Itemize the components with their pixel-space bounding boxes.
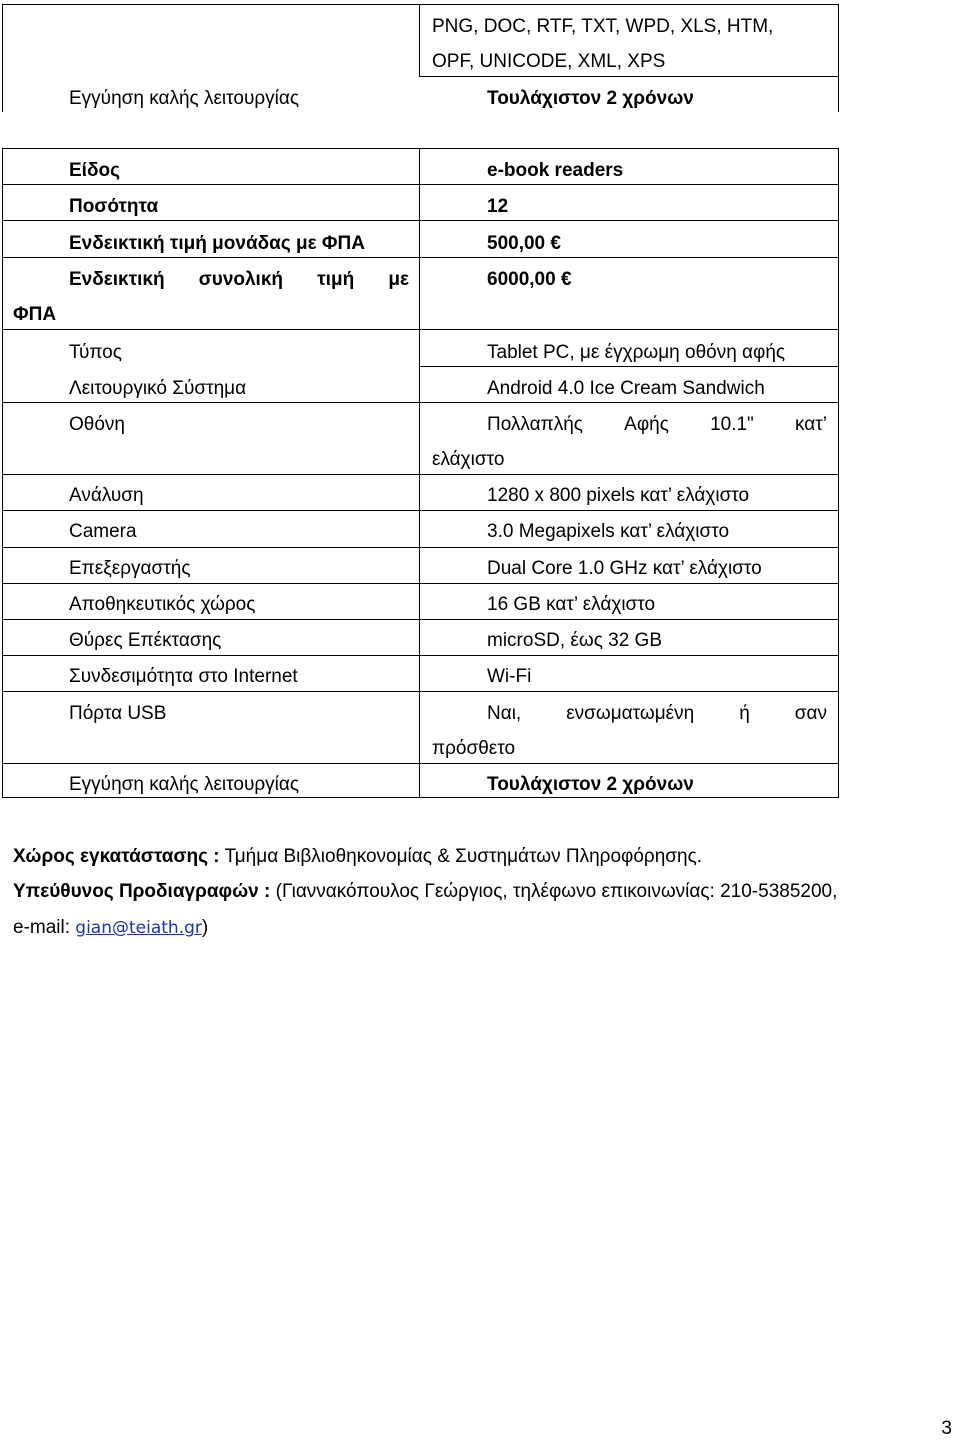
spec-value-screen-word: κατ’ (794, 414, 827, 435)
spec-value-usb-word: ενσωματωμένη (566, 703, 695, 724)
spec-value-camera: 3.0 Megapixels κατ’ ελάχιστο (487, 521, 730, 542)
warranty-value: Τουλάχιστον 2 χρόνων (487, 88, 694, 109)
spec-value-screen (487, 414, 827, 436)
spec-value-type: Tablet PC, με έγχρωμη οθόνη αφής (487, 342, 786, 363)
spec-value-storage: 16 GB κατ’ ελάχιστο (487, 594, 656, 615)
spec-value-usb-word: ή (739, 703, 750, 724)
spec-warranty-value: Τουλάχιστον 2 χρόνων (487, 774, 694, 795)
spec-label-resolution: Ανάλυση (69, 485, 144, 506)
responsible-label: Υπεύθυνος Προδιαγραφών : (13, 881, 271, 902)
spec-value-internet: Wi-Fi (487, 666, 532, 687)
spec-label-storage: Αποθηκευτικός χώρος (69, 594, 256, 615)
spec-label-camera: Camera (69, 521, 137, 542)
quantity-label: Ποσότητα (69, 196, 159, 217)
formats-line-2: OPF, UNICODE, XML, XPS (432, 51, 666, 72)
install-location-label: Χώρος εγκατάστασης : (13, 846, 220, 867)
email-link[interactable]: gian@teiath.gr (75, 918, 202, 938)
spec-label-cpu: Επεξεργαστής (69, 558, 191, 579)
total-price-label-word: Ενδεικτική (69, 269, 165, 290)
spec-value-resolution: 1280 x 800 pixels κατ’ ελάχιστο (487, 485, 750, 506)
email-line (13, 917, 208, 939)
total-price-label-word: τιμή (317, 269, 355, 290)
spec-value-usb (487, 703, 827, 725)
responsible-value: (Γιαννακόπουλος Γεώργιος, τηλέφωνο επικοινωνίας: 210-5385200, (275, 881, 838, 902)
spec-value-usb-tail: πρόσθετο (432, 738, 516, 759)
type-value: e-book readers (487, 160, 624, 181)
spec-label-internet: Συνδεσιμότητα στο Internet (69, 666, 298, 687)
spec-value-screen-word: 10.1" (710, 414, 754, 435)
unit-price-label: Ενδεικτική τιμή μονάδας με ΦΠΑ (69, 233, 365, 254)
spec-value-usb-word: Ναι, (487, 703, 522, 724)
install-location-line (13, 846, 702, 868)
total-price-label-word: συνολική (198, 269, 284, 290)
spec-label-usb: Πόρτα USB (69, 703, 167, 724)
spec-label-type: Τύπος (69, 342, 122, 363)
spec-value-screen-word: Πολλαπλής (487, 414, 583, 435)
spec-value-expansion: microSD, έως 32 GB (487, 630, 662, 651)
responsible-line (13, 881, 837, 903)
spec-warranty-label: Εγγύηση καλής λειτουργίας (69, 774, 300, 795)
total-price-label-tail: ΦΠΑ (13, 304, 57, 325)
unit-price-value: 500,00 € (487, 233, 561, 254)
spec-label-os: Λειτουργικό Σύστημα (69, 378, 247, 399)
total-price-value: 6000,00 € (487, 269, 572, 290)
spec-label-expansion: Θύρες Επέκτασης (69, 630, 222, 651)
spec-value-os: Android 4.0 Ice Cream Sandwich (487, 378, 765, 399)
spec-value-usb-word: σαν (794, 703, 827, 724)
total-price-label (69, 269, 409, 291)
total-price-label-word: με (388, 269, 409, 290)
type-label: Είδος (69, 160, 120, 181)
formats-line-1: PNG, DOC, RTF, TXT, WPD, XLS, HTM, (432, 16, 774, 37)
page-number: 3 (941, 1418, 952, 1439)
spec-value-screen-tail: ελάχιστο (432, 449, 505, 470)
quantity-value: 12 (487, 196, 509, 217)
email-suffix: ) (201, 917, 209, 938)
install-location-value: Τμήμα Βιβλιοθηκονομίας & Συστημάτων Πληροφόρησης. (224, 846, 703, 867)
spec-value-screen-word: Αφής (624, 414, 669, 435)
warranty-label: Εγγύηση καλής λειτουργίας (69, 88, 300, 109)
email-prefix: e-mail: (13, 917, 71, 938)
spec-value-cpu: Dual Core 1.0 GHz κατ’ ελάχιστο (487, 558, 762, 579)
spec-label-screen: Οθόνη (69, 414, 125, 435)
